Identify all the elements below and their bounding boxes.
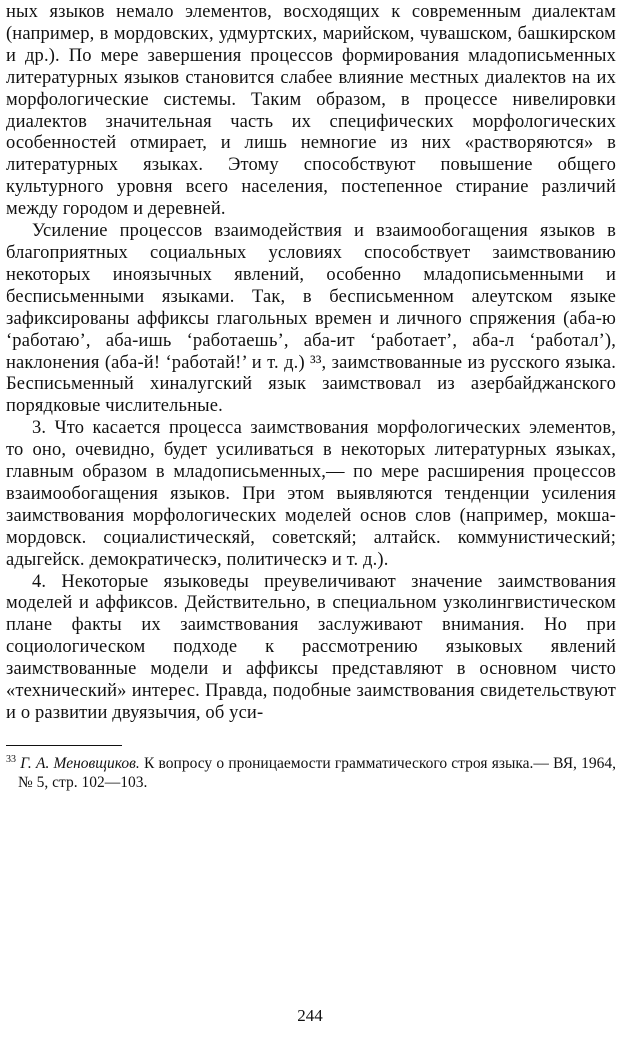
paragraph-3: 3. Что касается процесса заимствования морфологических элементов, то оно, очевидно, будет усиливаться в некоторых литературных языках, главным образом в младописьменных,— по мере расширения процессов взаимообогащения языков. При этом выявляются тенденции усиления заимствования морфологических моделей основ слов (например, мокша-мордовск. социалистическяй, советскяй; алтайск. коммунистический; адыгейск. демократическэ, политическэ и т. д.). xyxy=(6,418,616,570)
paragraph-4: 4. Некоторые языковеды преувеличивают значение заимствования моделей и аффиксов. Действительно, в специальном узколингвистическом плане факты их заимствования заслуживают внимания. Но при социологическом подходе к рассмотрению языковых явлений заимствованные модели и аффиксы представляют в основном чисто «технический» интерес. Правда, подобные заимствования свидетельствуют и о развитии двуязычия, об уси- xyxy=(6,571,616,723)
footnote-text: К вопросу о проницаемости грамматического строя языка.— ВЯ, 1964, № 5, стр. 102—103. xyxy=(18,754,617,791)
paragraph-2: Усиление процессов взаимодействия и взаимообогащения языков в благоприятных социальных условиях способствует заимствованию некоторых иноязычных явлений, особенно младописьменными и бесписьменными языками. Так, в бесписьменном алеутском языке зафиксированы аффиксы глагольных времен и личного спряжения (аба-ю ‘работаю’, аба-ишь ‘работаешь’, аба-ит ‘работает’, аба-л ‘работал’), наклонения (аба-й! ‘работай!’ и т. д.) ³³, заимствованные из русского языка. Бесписьменный хиналугский язык заимствовал из азербайджанского порядковые числительные. xyxy=(6,221,616,417)
footnote-marker: 33 xyxy=(6,753,16,765)
body-text xyxy=(6,2,616,725)
page-number: 244 xyxy=(297,1006,323,1025)
footnote xyxy=(6,754,616,792)
paragraph-1: ных языков немало элементов, восходящих к современным диалектам (например, в мордовских, удмуртских, марийском, чувашском, башкирском и др.). По мере завершения процессов формирования младописьменных литературных языков становится слабее влияние местных диалектов на их морфологические системы. Таким образом, в процессе нивелировки диалектов значительная часть их специфических морфологических особенностей отмирает, и лишь немногие из них «растворяются» в литературных языках. Этому способствуют повышение общего культурного уровня всего населения, постепенное стирание различий между городом и деревней. xyxy=(6,2,616,220)
footnote-author: Г. А. Меновщиков. xyxy=(20,754,140,772)
footnote-divider xyxy=(6,745,122,746)
